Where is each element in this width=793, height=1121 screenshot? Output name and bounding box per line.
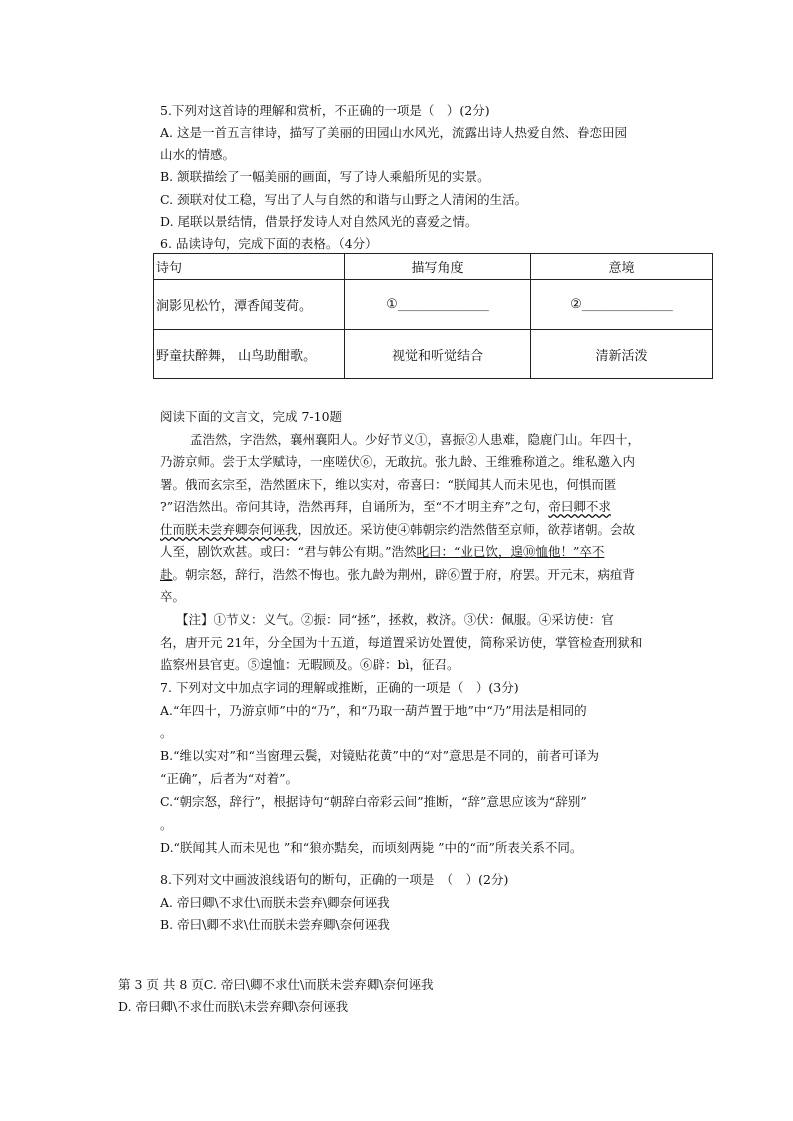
- q5-option-c: C. 颈联对仗工稳，写出了人与自然的和谐与山野之人清闲的生活。: [160, 192, 528, 207]
- table-cell-mood-blank[interactable]: ②______________: [531, 280, 713, 330]
- q8-stem: 8.下列对文中画波浪线语句的断句，正确的一项是 （ ）(2分): [160, 872, 509, 887]
- q7-option-c-line2: 。: [160, 817, 173, 832]
- poem-table: [153, 253, 713, 379]
- note-line-1: 【注】①节义：义气。②振：同“拯”，拯救，救济。③伏：佩服。④采访使：官: [176, 612, 614, 627]
- passage-line-7-text: 。朝宗怒，辞行，浩然不悔也。张九龄为荆州，辟⑥置于府，府罢。开元末，病疽背: [172, 567, 636, 582]
- passage-line-3: 署。俄而玄宗至，浩然匿床下，维以实对，帝喜曰：“朕闻其人而未见也，何惧而匿: [160, 477, 617, 492]
- passage-line-6: [160, 544, 604, 560]
- wavy-sentence-part1: 帝曰卿不求: [548, 499, 611, 514]
- q7-option-b-line1: B.“维以实对”和“当窗理云鬓，对镜贴花黄”中的“对”意思是不同的，前者可译为: [160, 748, 600, 763]
- passage-line-5: [160, 522, 635, 538]
- passage-line-5-text: ，因放还。采访使④韩朝宗约浩然偕至京师，欲荐诸朝。会故: [297, 522, 636, 537]
- underlined-sentence-part1: 叱曰：“业已饮，遑⑩恤他！”卒不: [416, 544, 605, 559]
- q7-option-a-line2: 。: [160, 725, 173, 740]
- passage-line-4: [160, 499, 611, 515]
- table-cell-verse-1: 涧影见松竹，潭香闻芰荷。: [154, 280, 345, 330]
- q7-option-c-line1: C.“朝宗怒，辞行”，根据诗句“朝辞白帝彩云间”推断，“辞”意思应该为“辞别”: [160, 794, 587, 809]
- passage-line-8: 卒。: [160, 589, 186, 604]
- underlined-sentence-part2: 赴: [160, 567, 173, 582]
- q5-option-b: B. 颔联描绘了一幅美丽的画面，写了诗人乘船所见的实景。: [160, 169, 490, 184]
- table-header-verse: 诗句: [154, 254, 345, 280]
- passage-line-6-text: 人至，剧饮欢甚。或曰：“君与韩公有期。”浩然: [160, 544, 417, 559]
- reading-intro: 阅读下面的文言文，完成 7-10题: [160, 409, 343, 424]
- q7-option-b-line2: “正确”，后者为“对着”。: [160, 771, 299, 786]
- q7-option-d: D.“朕闻其人而未见也 ”和“狼亦黠矣，而顷刻两毙 ”中的“而”所表关系不同。: [160, 840, 583, 855]
- q8-option-a: A. 帝曰卿\不求仕\而朕未尝弃\卿奈何诬我: [160, 895, 390, 910]
- q8-option-b: B. 帝曰\卿不求\仕而朕未尝弃卿\奈何诬我: [160, 917, 390, 932]
- q5-option-a-line2: 山水的情感。: [160, 147, 236, 162]
- table-cell-angle-2: 视觉和听觉结合: [345, 330, 531, 379]
- q5-stem: 5.下列对这首诗的理解和赏析，不正确的一项是（ ）(2分): [160, 103, 490, 118]
- page-footer-line1: 第 3 页 共 8 页C. 帝曰\卿不求仕\而朕未尝弃卿\奈何诬我: [118, 977, 434, 992]
- note-line-3: 监察州县官吏。⑤遑恤：无暇顾及。⑥辟：bì，征召。: [160, 657, 460, 672]
- table-cell-verse-2: 野童扶醉舞， 山鸟助酣歌。: [154, 330, 345, 379]
- q7-stem: 7. 下列对文中加点字词的理解或推断，正确的一项是（ ）(3分): [160, 680, 519, 695]
- table-header-mood: 意境: [531, 254, 713, 280]
- passage-line-4-text: ?”诏浩然出。帝问其诗，浩然再拜，自诵所为，至“不才明主弃”之句，: [160, 499, 549, 514]
- table-cell-angle-blank[interactable]: ①______________: [345, 280, 531, 330]
- page-footer-line2: D. 帝曰卿\不求仕而朕\未尝弃卿\奈何诬我: [118, 999, 349, 1014]
- passage-line-1: 孟浩然，字浩然，襄州襄阳人。少好节义①，喜振②人患难，隐鹿门山。年四十，: [190, 432, 641, 447]
- note-line-2: 名，唐开元 21年，分全国为十五道，每道置采访处置使，简称采访使，掌管检查刑狱和: [160, 635, 643, 650]
- q6-stem: 6. 品读诗句，完成下面的表格。（4分）: [160, 236, 378, 251]
- passage-line-2: 乃游京师。尝于太学赋诗，一座嗟伏⑥，无敢抗。张九龄、王维雅称道之。维私邀入内: [160, 454, 636, 469]
- table-header-angle: 描写角度: [345, 254, 531, 280]
- passage-line-7: [160, 567, 635, 583]
- q7-option-a-line1: A.“年四十，乃游京师”中的“乃”，和“乃取一葫芦置于地”中“乃”用法是相同的: [160, 703, 587, 718]
- wavy-sentence-part2: 仕而朕未尝弃卿奈何诬我: [160, 522, 298, 537]
- q5-option-a-line1: A. 这是一首五言律诗，描写了美丽的田园山水风光，流露出诗人热爱自然、眷恋田园: [160, 125, 627, 140]
- q5-option-d: D. 尾联以景结情，借景抒发诗人对自然风光的喜爱之情。: [160, 214, 478, 229]
- table-cell-mood-2: 清新活泼: [531, 330, 713, 379]
